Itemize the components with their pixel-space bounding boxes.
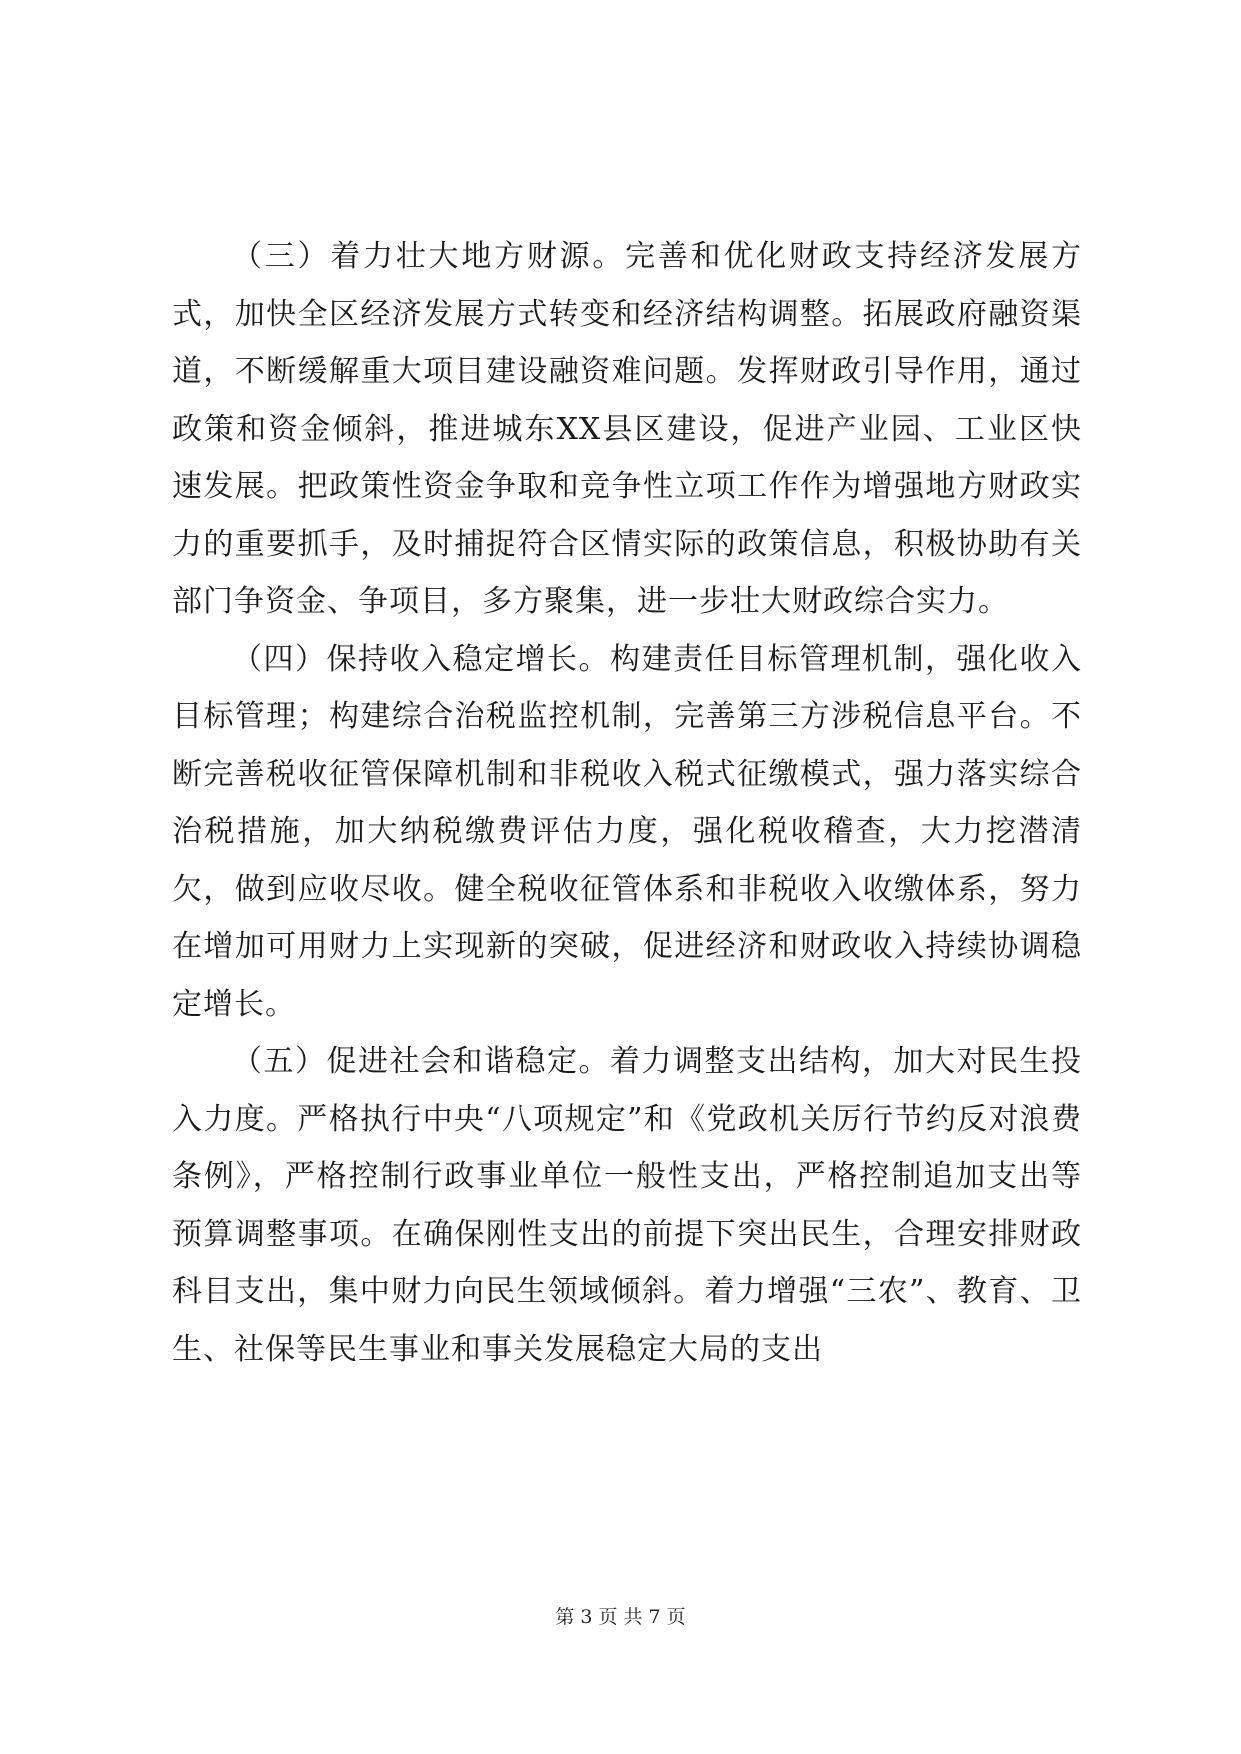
document-body (172, 228, 1082, 1378)
page-number-footer: 第 3 页 共 7 页 (555, 1606, 686, 1628)
paragraph-4-income-growth: （四）保持收入稳定增长。构建责任目标管理机制，强化收入目标管理；构建综合治税监控机制，完善第三方涉税信息平台。不断完善税收征管保障机制和非税收入税式征缴模式，强力落实综合治税措施，加大纳税缴费评估力度，强化税收稽查，大力挖潜清欠，做到应收尽收。健全税收征管体系和非税收入收缴体系，努力在增加可用财力上实现新的突破，促进经济和财政收入持续协调稳定增长。 (172, 641, 1082, 1022)
paragraph-5-social-stability: （五）促进社会和谐稳定。着力调整支出结构，加大对民生投入力度。严格执行中央“八项规定”和《党政机关厉行节约反对浪费条例》，严格控制行政事业单位一般性支出，严格控制追加支出等预算调整事项。在确保刚性支出的前提下突出民生，合理安排财政科目支出，集中财力向民生领域倾斜。着力增强“三农”、教育、卫生、社保等民生事业和事关发展稳定大局的支出 (172, 1044, 1082, 1367)
paragraph-3-local-revenue: （三）着力壮大地方财源。完善和优化财政支持经济发展方式，加快全区经济发展方式转变和经济结构调整。拓展政府融资渠道，不断缓解重大项目建设融资难问题。发挥财政引导作用，通过政策和资金倾斜，推进城东XX县区建设，促进产业园、工业区快速发展。把政策性资金争取和竞争性立项工作作为增强地方财政实力的重要抓手，及时捕捉符合区情实际的政策信息，积极协助有关部门争资金、争项目，多方聚集，进一步壮大财政综合实力。 (172, 239, 1082, 619)
